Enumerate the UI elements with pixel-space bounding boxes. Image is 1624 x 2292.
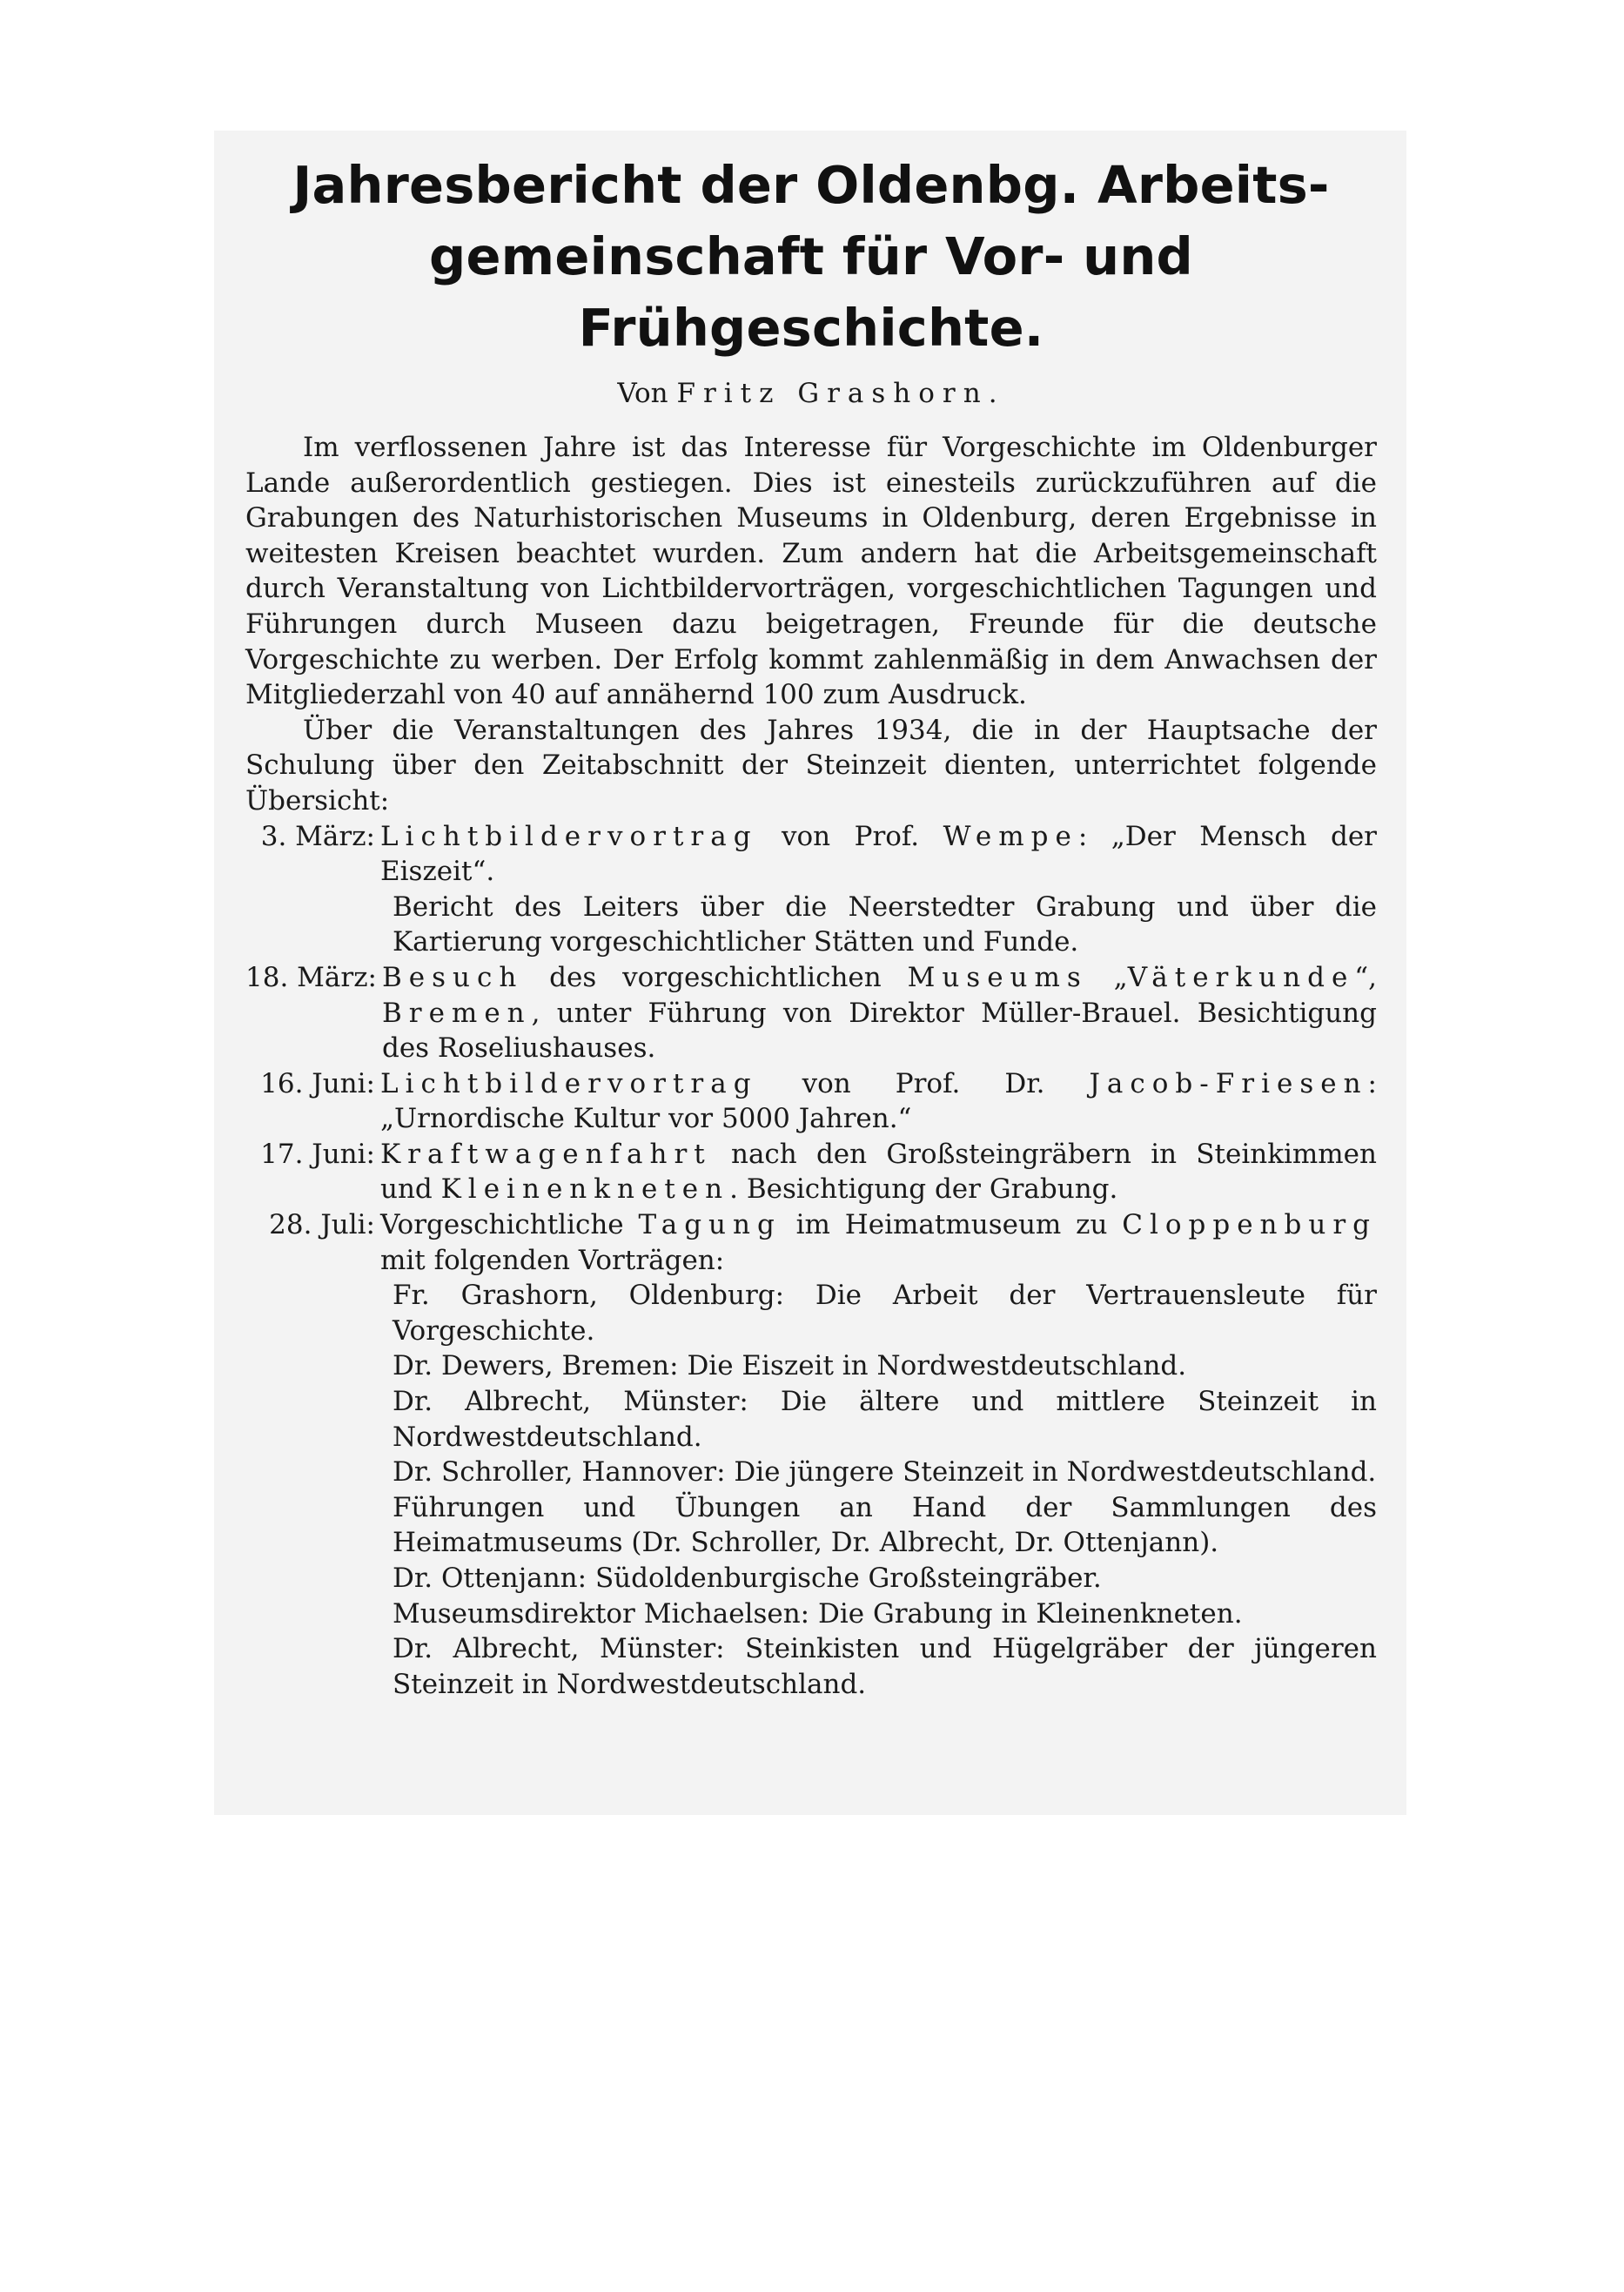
intro-paragraph: Im verflossenen Jahre ist das Interesse für Vorgeschichte im Oldenburger Lande außerordentlich gestiegen. Dies ist einesteils zurückzuführen auf die Grabungen des Naturhistorischen Museums in Oldenburg, deren Ergebnisse in weitesten Kreisen beachtet wurden. Zum andern hat die Arbeitsgemeinschaft durch Veranstaltung von Lichtbildervorträgen, vorgeschichtlichen Tagungen und Führungen durch Museen dazu beigetragen, Freunde für die deutsche Vorgeschichte zu werben. Der Erfolg kommt zahlenmäßig in dem Anwachsen der Mitgliederzahl von 40 auf annähernd 100 zum Ausdruck. bbox=[245, 432, 1377, 711]
title-line-2: gemeinschaft für Vor- und Frühgeschichte. bbox=[429, 226, 1193, 358]
speaker-name: Jacob-Friesen bbox=[1089, 1067, 1368, 1099]
title-line-1: Jahresbericht der Oldenbg. Arbeits- bbox=[292, 155, 1330, 215]
event-text: „ bbox=[1087, 961, 1128, 993]
event-text: im Heimatmuseum zu bbox=[781, 1209, 1123, 1241]
event-keyword: Besuch bbox=[381, 961, 524, 993]
talk-item: Dr. Schroller, Hannover: Die jüngere Steinzeit in Nordwestdeutschland. bbox=[393, 1456, 1377, 1489]
report-title bbox=[245, 150, 1377, 364]
event-date: 18. März: bbox=[245, 961, 377, 993]
event-text: nach den Großsteingräbern in Steinkimmen und bbox=[380, 1138, 1377, 1206]
place-name: Cloppenburg bbox=[1122, 1209, 1377, 1241]
event-list bbox=[245, 819, 1377, 1703]
talk-item: Museumsdirektor Michaelsen: Die Grabung in Kleinenkneten. bbox=[393, 1597, 1243, 1630]
talk-item: Dr. Albrecht, Münster: Die ältere und mittlere Steinzeit in Nordwestdeutschland. bbox=[393, 1386, 1377, 1453]
event-text: : „Der Mensch der Eiszeit“. bbox=[380, 820, 1377, 888]
event-date: 3. März: bbox=[260, 820, 375, 852]
event-text: von Prof. bbox=[757, 820, 943, 852]
document-page bbox=[245, 150, 1377, 1702]
event-description bbox=[380, 1137, 1377, 1207]
event-text: mit folgenden Vorträgen: bbox=[380, 1244, 725, 1276]
event-description bbox=[380, 1207, 1377, 1702]
place-name: Bremen bbox=[381, 997, 532, 1029]
event-date: 17. Juni: bbox=[260, 1138, 375, 1170]
event-item bbox=[245, 1066, 1377, 1137]
talk-item: Dr. Ottenjann: Südoldenburgische Großsteingräber. bbox=[393, 1563, 1102, 1594]
author-line bbox=[245, 376, 1377, 411]
author-prefix: Von bbox=[617, 378, 668, 409]
talk-item: Dr. Albrecht, Münster: Steinkisten und Hügelgräber der jüngeren Steinzeit in Nordwestdeutschland. bbox=[393, 1633, 1377, 1700]
event-keyword: Kraftwagenfahrt bbox=[380, 1138, 712, 1170]
event-item bbox=[245, 1207, 1377, 1702]
speaker-name: Wempe bbox=[943, 820, 1078, 852]
event-keyword: Lichtbildervortrag bbox=[380, 820, 758, 852]
event-text: “, bbox=[1354, 961, 1377, 993]
event-text: Vorgeschichtliche bbox=[380, 1209, 639, 1241]
event-description bbox=[382, 960, 1377, 1066]
event-item bbox=[245, 960, 1377, 1066]
event-subnote: Bericht des Leiters über die Neerstedter Grabung und über die Kartierung vorgeschichtlicher Stätten und Funde. bbox=[393, 891, 1377, 958]
event-text: . Besichtigung der Grabung. bbox=[729, 1173, 1118, 1206]
event-item bbox=[245, 819, 1377, 960]
event-description bbox=[380, 819, 1377, 960]
event-keyword: Museums bbox=[907, 961, 1088, 993]
event-text: des vorgeschichtlichen bbox=[523, 961, 908, 993]
event-keyword: Lichtbildervortrag bbox=[380, 1067, 758, 1099]
event-date: 16. Juni: bbox=[260, 1067, 375, 1099]
event-date: 28. Juli: bbox=[269, 1209, 375, 1241]
author-name: Fritz Grashorn. bbox=[676, 378, 1005, 409]
event-item bbox=[245, 1137, 1377, 1207]
museum-name: Väterkunde bbox=[1127, 961, 1355, 993]
event-text: , unter Führung von Direktor Müller-Brauel. Besichtigung des Roseliushauses. bbox=[381, 997, 1377, 1065]
talk-item: Dr. Dewers, Bremen: Die Eiszeit in Nordwestdeutschland. bbox=[393, 1350, 1187, 1382]
overview-paragraph: Über die Veranstaltungen des Jahres 1934, die in der Hauptsache der Schulung über den Zeitabschnitt der Steinzeit dienten, unterrichtet folgende Übersicht: bbox=[245, 714, 1377, 817]
event-keyword: Tagung bbox=[638, 1209, 782, 1241]
event-text: von Prof. Dr. bbox=[757, 1067, 1090, 1099]
event-description bbox=[380, 1066, 1377, 1137]
place-name: Kleinenkneten bbox=[440, 1173, 730, 1206]
talk-item: Fr. Grashorn, Oldenburg: Die Arbeit der Vertrauensleute für Vorgeschichte. bbox=[393, 1280, 1377, 1347]
event-text: : „Urnordische Kultur vor 5000 Jahren.“ bbox=[380, 1067, 1377, 1135]
talk-item: Führungen und Übungen an Hand der Sammlungen des Heimatmuseums (Dr. Schroller, Dr. Albrecht, Dr. Ottenjann). bbox=[393, 1491, 1377, 1559]
